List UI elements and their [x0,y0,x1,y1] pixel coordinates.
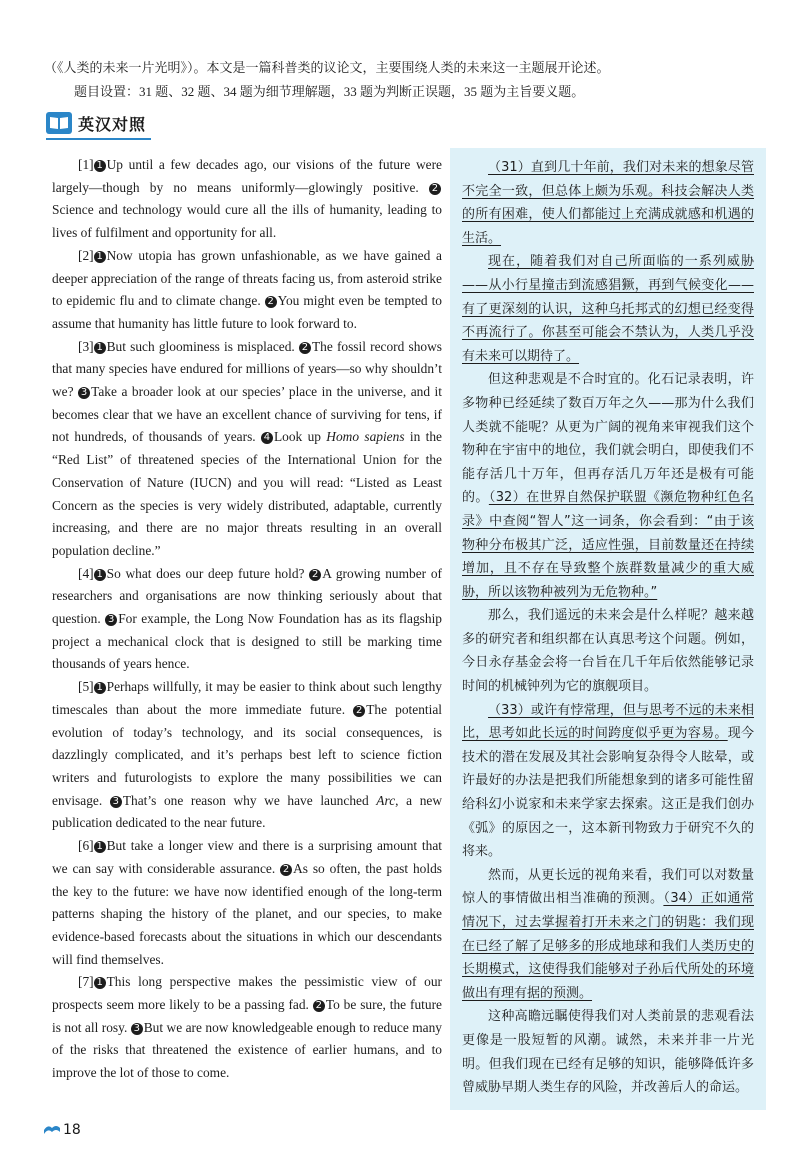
chinese-paragraph-3: 但这种悲观是不合时宜的。化石记录表明，许多物种已经延续了数百万年之久——那为什么我们人类就不能呢？从更为广阔的视角来审视我们这个物种在宇宙中的地位，我们就会明白，即使我们不能存活几十万年，但再存活几万年还是极有可能的。（32）在世界自然保护联盟《濒危物种红色名录》中查阅“智人”这一词条，你会看到：“由于该物种分布极其广泛，适应性强，目前数量还在持续增加，且不存在导致整个族群数量减少的重大威胁，所以该物种被列为无危物种。” [462,372,754,600]
english-paragraph-4: [4] 1 So what does our deep future hold? 2 A growing number of researchers and organisations are now thinking seriously about that question. 3 For example, the Long Now Foundation has as its flagship project a mechanical clock that is designed to still be marking time thousands of years hence. [52,565,442,672]
english-paragraph-7: [7] 1 This long perspective makes the pessimistic view of our prospects seem more likely to be a passing fad. 2 To be sure, the future is not all rosy. 3 But we are now knowledgeable enough to reduce many of the risks that threatened the existence of earlier humans, and to improve the lot of those to come. [52,974,442,1081]
chinese-paragraph-5: （33）或许有悖常理，但与思考不远的未来相比，思考如此长远的时间跨度似乎更为容易。现今技术的潜在发展及其社会影响复杂得令人眩晕，或许最好的办法是把我们所能想象到的诸多可能性留给科幻小说家和未来学家去探索。这正是我们创办《弧》的原因之一，这本新刊物致力于研究不久的将来。 [462,702,754,860]
page-icon [44,1124,60,1136]
english-paragraph-3: [3] 1 But such gloominess is misplaced. 2 The fossil record shows that many species have endured for millions of years—so why shouldn’t we? 3 Take a broader look at our species’ place in the universe, and it becomes clear that we have an excellent chance of surviving for tens, if not hundreds, of thousands of years. 4 Look up Homo sapiens in the “Red List” of threatened species of the International Union for the Conservation of Nature (IUCN) and you will read: “Listed as Least Concern as the species is very widely distributed, adaptable, currently increasing, and there are no major threats resulting in an overall population decline.” [52,338,442,558]
intro-line-2: 题目设置：31 题、32 题、34 题为细节理解题，33 题为判断正误题，35 题为主旨要义题。 [74,84,585,99]
section-header [46,111,146,135]
page-number: 18 [63,1122,81,1138]
book-icon [46,112,72,134]
english-paragraph-2: [2] 1 Now utopia has grown unfashionable, as we have gained a deeper appreciation of the range of threats facing us, from asteroid strike to epidemic flu and to climate change. 2 You might even be tempted to assume that humanity has little future to look forward to. [52,247,442,331]
english-paragraph-1: [1] 1 Up until a few decades ago, our visions of the future were largely—though by no means uniformly—glowingly positive. 2Science and technology would cure all the ills of humanity, leading to lives of fulfilment and opportunity for all. [52,157,442,241]
page-footer [44,1122,81,1138]
chinese-paragraph-4: 那么，我们遥远的未来会是什么样呢？越来越多的研究者和组织都在认真思考这个问题。例如，今日永存基金会将一台旨在几千年后依然能够记录时间的机械钟列为它的旗舰项目。 [462,608,754,695]
english-paragraph-5: [5] 1 Perhaps willfully, it may be easier to think about such lengthy timescales than about the more immediate future. 2 The potential evolution of today’s technology, and its social consequences, is dazzlingly complicated, and it’s perhaps best left to science fiction writers and futurologists to explore the many possibilities we can envisage. 3 That’s one reason why we have launched Arc, a new publication dedicated to the near future. [52,679,443,831]
chinese-paragraph-7: 这种高瞻远瞩使得我们对人类前景的悲观看法更像是一股短暂的风潮。诚然，未来并非一片光明。但我们现在已经有足够的知识，能够降低许多曾威胁早期人类生存的风险，并改善后人的命运。 [462,1009,754,1096]
section-underline [46,138,151,140]
chinese-paragraph-2: 现在，随着我们对自己所面临的一系列威胁——从小行星撞击到流感猖獗，再到气候变化——有了更深刻的认识，这种乌托邦式的幻想已经变得不再流行了。你甚至可能会不禁认为，人类几乎没有未来可以期待了。 [462,254,754,364]
intro-line-1: （《人类的未来一片光明》）。本文是一篇科普类的议论文，主要围绕人类的未来这一主题展开论述。 [44,60,610,75]
intro [44,56,764,104]
chinese-paragraph-1: （31）直到几十年前，我们对未来的想象尽管不完全一致，但总体上颇为乐观。科技会解决人类的所有困难，使人们都能过上充满成就感和机遇的生活。 [462,160,754,246]
chinese-translation-panel [450,148,766,1110]
english-text [52,154,442,1085]
english-paragraph-6: [6] 1 But take a longer view and there is a surprising amount that we can say with considerable assurance. 2 As so often, the past holds the key to the future: we have now identified enough of the long-term patterns shaping the history of the planet, and our species, to make evidence-based forecasts about the situations in which our descendants will find themselves. [52,838,442,967]
section-title: 英汉对照 [78,114,147,134]
chinese-paragraph-6: 然而，从更长远的视角来看，我们可以对数量惊人的事情做出相当准确的预测。（34）正如通常情况下，过去掌握着打开未来之门的钥匙：我们现在已经了解了足够多的形成地球和我们人类历史的长期模式，这使得我们能够对子孙后代所处的环境做出有理有据的预测。 [462,867,754,1001]
